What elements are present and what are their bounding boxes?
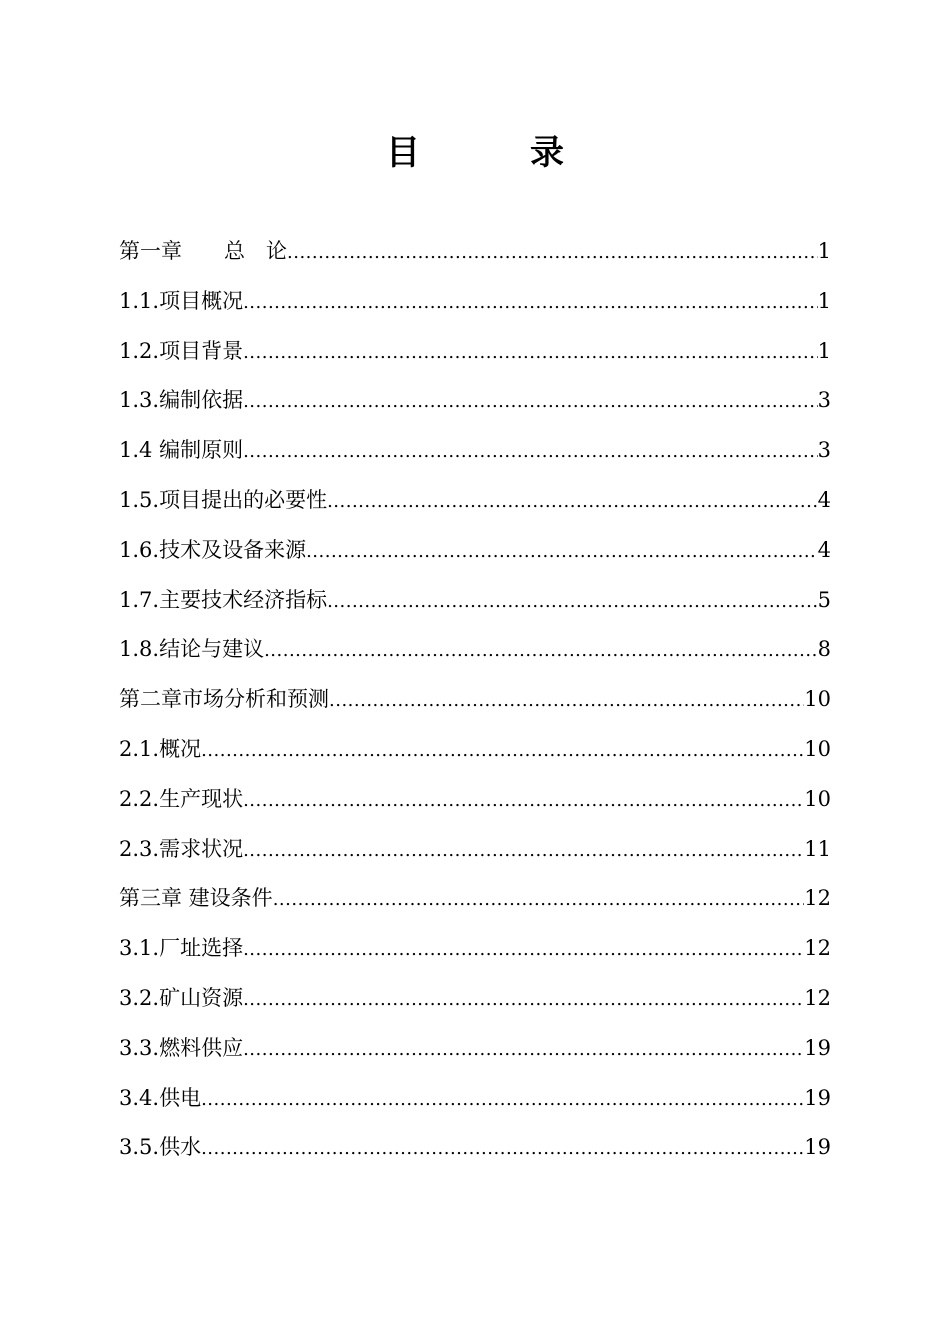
toc-entry[interactable] <box>119 376 831 426</box>
toc-entry-page-number: 11 <box>804 836 831 861</box>
toc-entry[interactable] <box>119 426 831 476</box>
toc-entry[interactable] <box>119 825 831 875</box>
toc-dot-leader <box>273 875 805 925</box>
toc-entry[interactable] <box>119 874 831 924</box>
toc-dot-leader <box>329 676 804 726</box>
toc-entry-page-number: 10 <box>804 786 831 811</box>
toc-entry-label: 3.3.燃料供应 <box>119 1035 244 1060</box>
toc-entry-page-number: 4 <box>817 537 831 562</box>
toc-entry[interactable] <box>119 675 831 725</box>
toc-entry[interactable] <box>119 625 831 675</box>
toc-entry-page-number: 10 <box>804 736 831 761</box>
toc-entry-page-number: 12 <box>804 886 831 911</box>
toc-entry-page-number: 19 <box>804 1085 831 1110</box>
toc-entry[interactable] <box>119 526 831 576</box>
toc-entry[interactable] <box>119 576 831 626</box>
toc-dot-leader <box>243 826 804 876</box>
toc-dot-leader <box>243 377 818 427</box>
toc-dot-leader <box>201 1075 804 1125</box>
toc-entry[interactable] <box>119 725 831 775</box>
toc-entry[interactable] <box>119 227 831 277</box>
toc-entry[interactable] <box>119 1024 831 1074</box>
toc-entry-page-number: 3 <box>817 438 831 463</box>
toc-entry-label: 3.4.供电 <box>119 1085 202 1110</box>
toc-entry-page-number: 19 <box>804 1135 831 1160</box>
toc-entry-label: 1.2.项目背景 <box>119 338 244 363</box>
toc-entry[interactable] <box>119 924 831 974</box>
toc-dot-leader <box>327 477 818 527</box>
toc-entry-label: 3.2.矿山资源 <box>119 985 244 1010</box>
toc-entry-page-number: 5 <box>817 587 831 612</box>
table-of-contents <box>119 227 831 1173</box>
toc-dot-leader <box>243 427 818 477</box>
toc-entry-label: 2.3.需求状况 <box>119 836 244 861</box>
toc-entry-page-number: 19 <box>804 1035 831 1060</box>
toc-dot-leader <box>243 776 804 826</box>
toc-entry-label: 1.7.主要技术经济指标 <box>119 587 328 612</box>
toc-dot-leader <box>287 228 818 278</box>
toc-entry-label: 3.1.厂址选择 <box>119 936 244 961</box>
toc-dot-leader <box>243 1025 804 1075</box>
toc-dot-leader <box>264 626 818 676</box>
toc-entry-page-number: 4 <box>817 487 831 512</box>
toc-entry-label: 1.8.结论与建议 <box>119 637 265 662</box>
toc-entry[interactable] <box>119 974 831 1024</box>
toc-entry-label: 第一章 总 论 <box>119 239 287 263</box>
toc-entry[interactable] <box>119 1123 831 1173</box>
toc-dot-leader <box>306 527 818 577</box>
toc-entry-label: 第二章市场分析和预测 <box>119 687 329 712</box>
toc-entry-label: 1.5.项目提出的必要性 <box>119 487 328 512</box>
toc-entry[interactable] <box>119 476 831 526</box>
toc-entry-label: 2.1.概况 <box>119 736 202 761</box>
toc-entry-page-number: 3 <box>817 388 831 413</box>
toc-entry-label: 2.2.生产现状 <box>119 786 244 811</box>
toc-entry-page-number: 8 <box>817 637 831 662</box>
toc-dot-leader <box>327 577 818 627</box>
toc-entry-page-number: 1 <box>817 338 831 363</box>
toc-entry[interactable] <box>119 775 831 825</box>
toc-entry-label: 1.1.项目概况 <box>119 288 244 313</box>
page-title: 目 录 <box>386 133 602 173</box>
toc-entry-page-number: 1 <box>817 239 831 263</box>
toc-entry-page-number: 12 <box>804 936 831 961</box>
toc-entry-label: 第三章 建设条件 <box>119 886 273 911</box>
toc-entry[interactable] <box>119 327 831 377</box>
toc-dot-leader <box>243 278 818 328</box>
toc-dot-leader <box>201 726 804 776</box>
toc-entry-label: 1.6.技术及设备来源 <box>119 537 307 562</box>
toc-dot-leader <box>201 1124 804 1174</box>
toc-entry-label: 1.4 编制原则 <box>119 438 244 463</box>
toc-entry[interactable] <box>119 1074 831 1124</box>
toc-entry-page-number: 1 <box>817 288 831 313</box>
toc-entry-page-number: 12 <box>804 985 831 1010</box>
toc-entry-label: 1.3.编制依据 <box>119 388 244 413</box>
toc-dot-leader <box>243 975 804 1025</box>
toc-dot-leader <box>243 925 804 975</box>
toc-entry[interactable] <box>119 277 831 327</box>
toc-entry-page-number: 10 <box>804 687 831 712</box>
toc-entry-label: 3.5.供水 <box>119 1135 202 1160</box>
toc-dot-leader <box>243 328 818 378</box>
